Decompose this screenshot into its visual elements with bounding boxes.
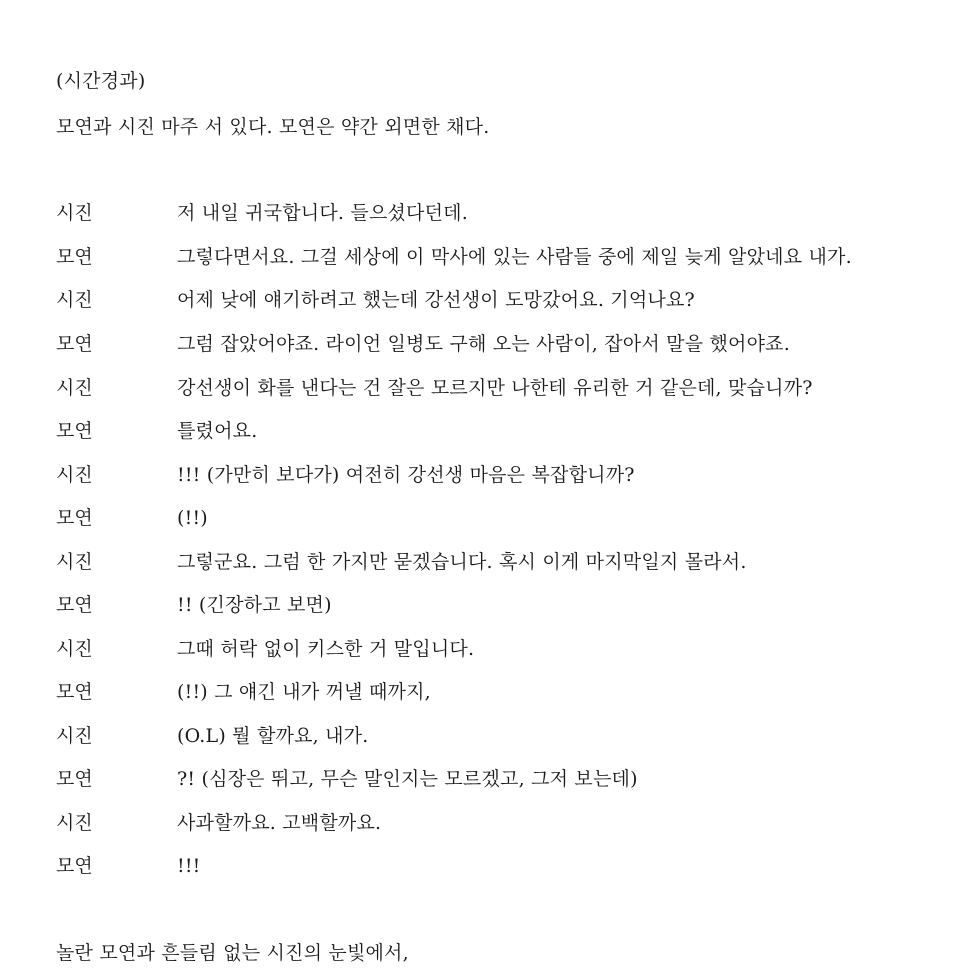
dialogue-text: 그때 허락 없이 키스한 거 말입니다. [177,638,475,660]
speaker-name: 시진 [56,812,93,834]
speaker-name: 시진 [56,638,93,660]
speaker-name: 모연 [56,507,93,529]
speaker-name: 시진 [56,464,93,486]
dialogue-text: (!!) [177,507,208,529]
speaker-name: 시진 [56,725,93,747]
dialogue-text: 강선생이 화를 낸다는 건 잘은 모르지만 나한테 유리한 거 같은데, 맞습니까? [177,377,813,399]
dialogue-text: 틀렸어요. [177,420,258,442]
dialogue-text: (O.L) 뭘 할까요, 내가. [177,725,369,747]
speaker-name: 모연 [56,594,93,616]
speaker-name: 모연 [56,246,93,268]
dialogue-text: 어제 낮에 얘기하려고 했는데 강선생이 도망갔어요. 기억나요? [177,289,695,311]
speaker-name: 시진 [56,202,93,224]
dialogue-text: 그렇군요. 그럼 한 가지만 묻겠습니다. 혹시 이게 마지막일지 몰라서. [177,551,747,573]
speaker-name: 시진 [56,377,93,399]
speaker-name: 모연 [56,768,93,790]
dialogue-text: 저 내일 귀국합니다. 들으셨다던데. [177,202,468,224]
dialogue-text: (!!) 그 얘긴 내가 꺼낼 때까지, [177,681,431,703]
speaker-name: 시진 [56,551,93,573]
speaker-name: 시진 [56,289,93,311]
dialogue-text: 그렇다면서요. 그걸 세상에 이 막사에 있는 사람들 중에 제일 늦게 알았네요 내가. [177,246,852,268]
speaker-name: 모연 [56,855,93,877]
dialogue-text: 그럼 잡았어야죠. 라이언 일병도 구해 오는 사람이, 잡아서 말을 했어야죠. [177,333,790,355]
dialogue-text: !!! (가만히 보다가) 여전히 강선생 마음은 복잡합니까? [177,464,635,486]
dialogue-text: 사과할까요. 고백할까요. [177,812,382,834]
scene-description: 모연과 시진 마주 서 있다. 모연은 약간 외면한 채다. [56,116,490,138]
dialogue-text: ?! (심장은 뛰고, 무슨 말인지는 모르겠고, 그저 보는데) [177,768,638,790]
speaker-name: 모연 [56,420,93,442]
time-note: (시간경과) [56,70,146,92]
speaker-name: 모연 [56,681,93,703]
speaker-name: 모연 [56,333,93,355]
dialogue-text: !! (긴장하고 보면) [177,594,332,616]
scene-closing: 놀란 모연과 흔들림 없는 시진의 눈빛에서, [56,942,409,964]
dialogue-text: !!! [177,855,201,877]
